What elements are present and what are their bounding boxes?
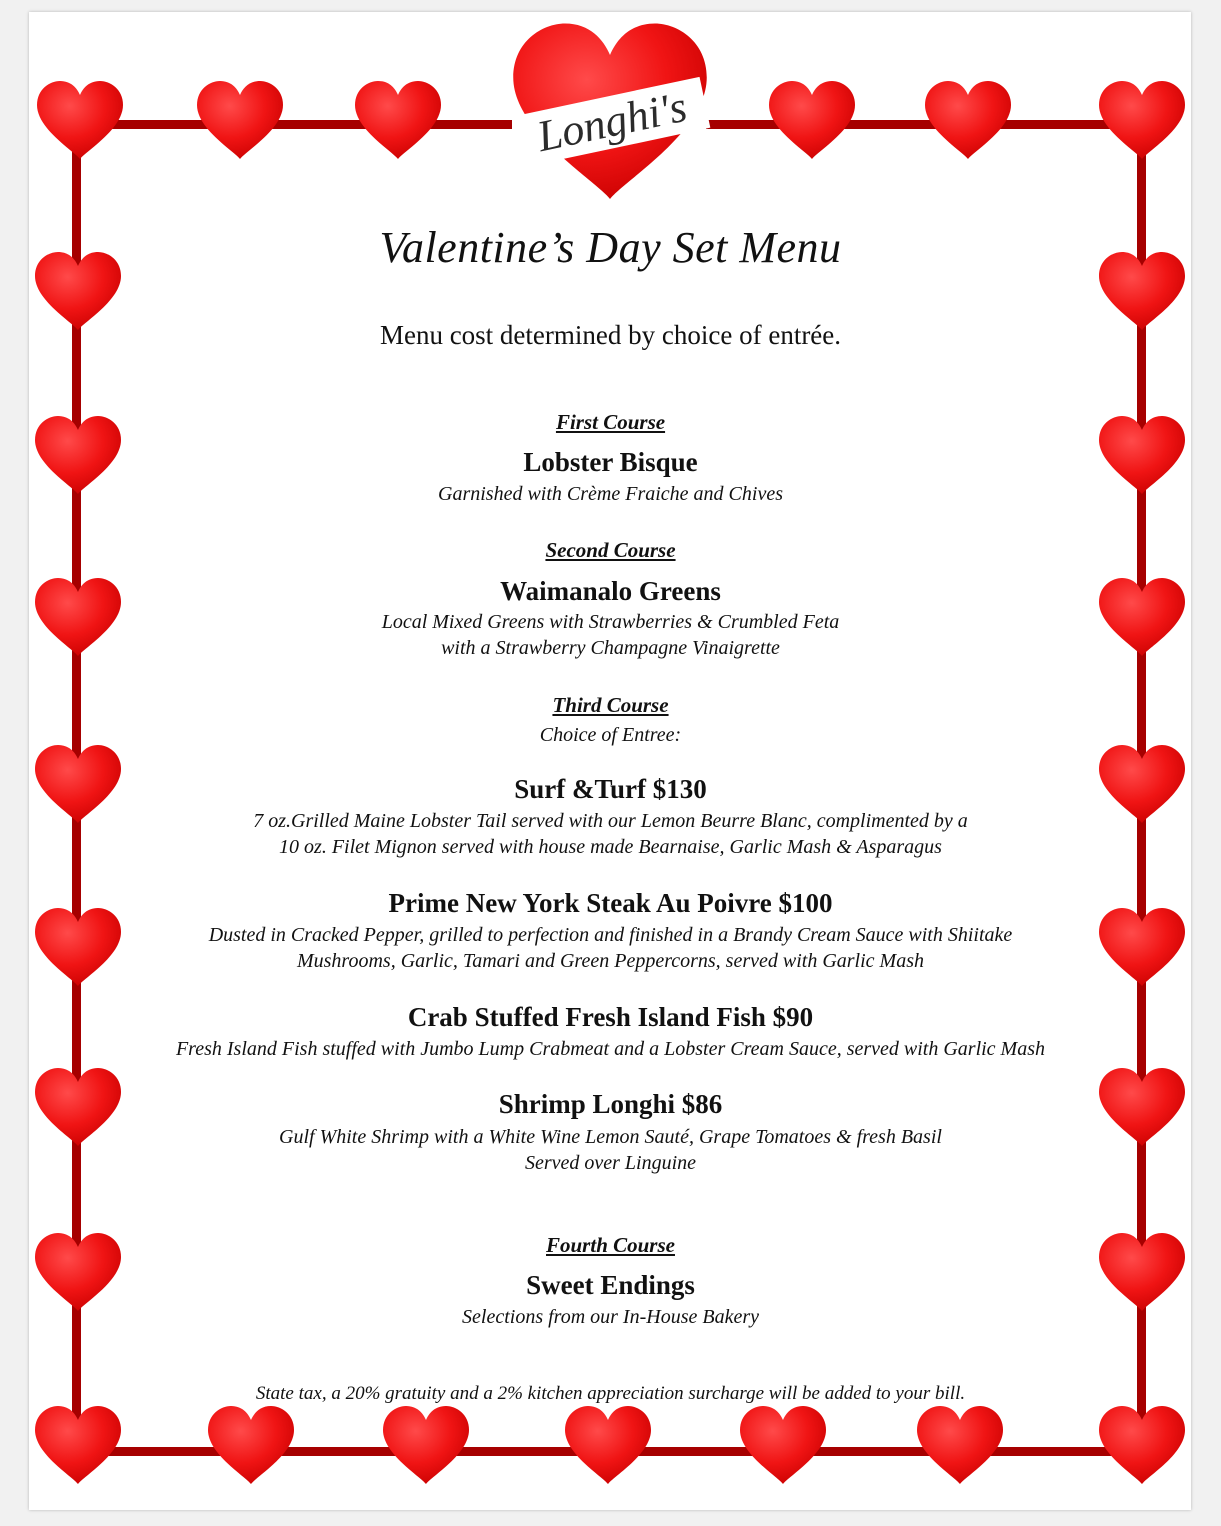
second-course-heading: Second Course	[545, 538, 676, 562]
menu-title: Valentine’s Day Set Menu	[379, 223, 842, 272]
heart-icon	[925, 81, 1011, 159]
heart-icon	[355, 81, 441, 159]
entree-description-line-2: 10 oz. Filet Mignon served with house made Bearnaise, Garlic Mash & Asparagus	[279, 836, 942, 858]
second-course-dish: Waimanalo Greens	[500, 576, 721, 606]
heart-icon	[740, 1406, 826, 1484]
heart-icon	[383, 1406, 469, 1484]
logo-text: Longhi's	[532, 81, 691, 162]
second-course-description-line-2: with a Strawberry Champagne Vinaigrette	[441, 637, 780, 659]
heart-icon	[197, 81, 283, 159]
third-course-note: Choice of Entree:	[539, 724, 682, 746]
entree-name: Crab Stuffed Fresh Island Fish $90	[407, 1002, 814, 1032]
heart-icon	[208, 1406, 294, 1484]
heart-icon	[37, 81, 123, 159]
fourth-course-dish: Sweet Endings	[526, 1270, 695, 1300]
first-course-heading: First Course	[555, 410, 666, 434]
third-course-heading: Third Course	[552, 693, 669, 717]
entree-name: Prime New York Steak Au Poivre $100	[388, 888, 833, 918]
fourth-course-description: Selections from our In-House Bakery	[462, 1306, 759, 1328]
entree-description-line-2: Served over Linguine	[524, 1152, 697, 1174]
entree-name: Shrimp Longhi $86	[498, 1089, 723, 1119]
entree-description-line-1: 7 oz.Grilled Maine Lobster Tail served with our Lemon Beurre Blanc, complimented by a	[253, 810, 968, 832]
second-course-description-line-1: Local Mixed Greens with Strawberries & Crumbled Feta	[381, 611, 840, 633]
heart-icon	[1099, 81, 1185, 159]
fourth-course-heading: Fourth Course	[546, 1233, 675, 1257]
heart-icon	[769, 81, 855, 159]
heart-icon	[565, 1406, 651, 1484]
entree-description-line-1: Fresh Island Fish stuffed with Jumbo Lump Crabmeat and a Lobster Cream Sauce, served with Garlic Mash	[175, 1038, 1046, 1060]
heart-icon	[917, 1406, 1003, 1484]
entree-description-line-1: Gulf White Shrimp with a White Wine Lemon Sauté, Grape Tomatoes & fresh Basil	[279, 1126, 942, 1148]
first-course-dish: Lobster Bisque	[523, 447, 698, 477]
entree-description-line-2: Mushrooms, Garlic, Tamari and Green Peppercorns, served with Garlic Mash	[296, 950, 924, 972]
menu-subtitle: Menu cost determined by choice of entrée.	[379, 320, 842, 350]
entree-name: Surf &Turf $130	[514, 774, 707, 804]
footer-note: State tax, a 20% gratuity and a 2% kitchen appreciation surcharge will be added to your bill.	[255, 1383, 966, 1404]
entree-description-line-1: Dusted in Cracked Pepper, grilled to perfection and finished in a Brandy Cream Sauce with Shiitake	[208, 924, 1013, 946]
first-course-description: Garnished with Crème Fraiche and Chives	[438, 483, 783, 505]
